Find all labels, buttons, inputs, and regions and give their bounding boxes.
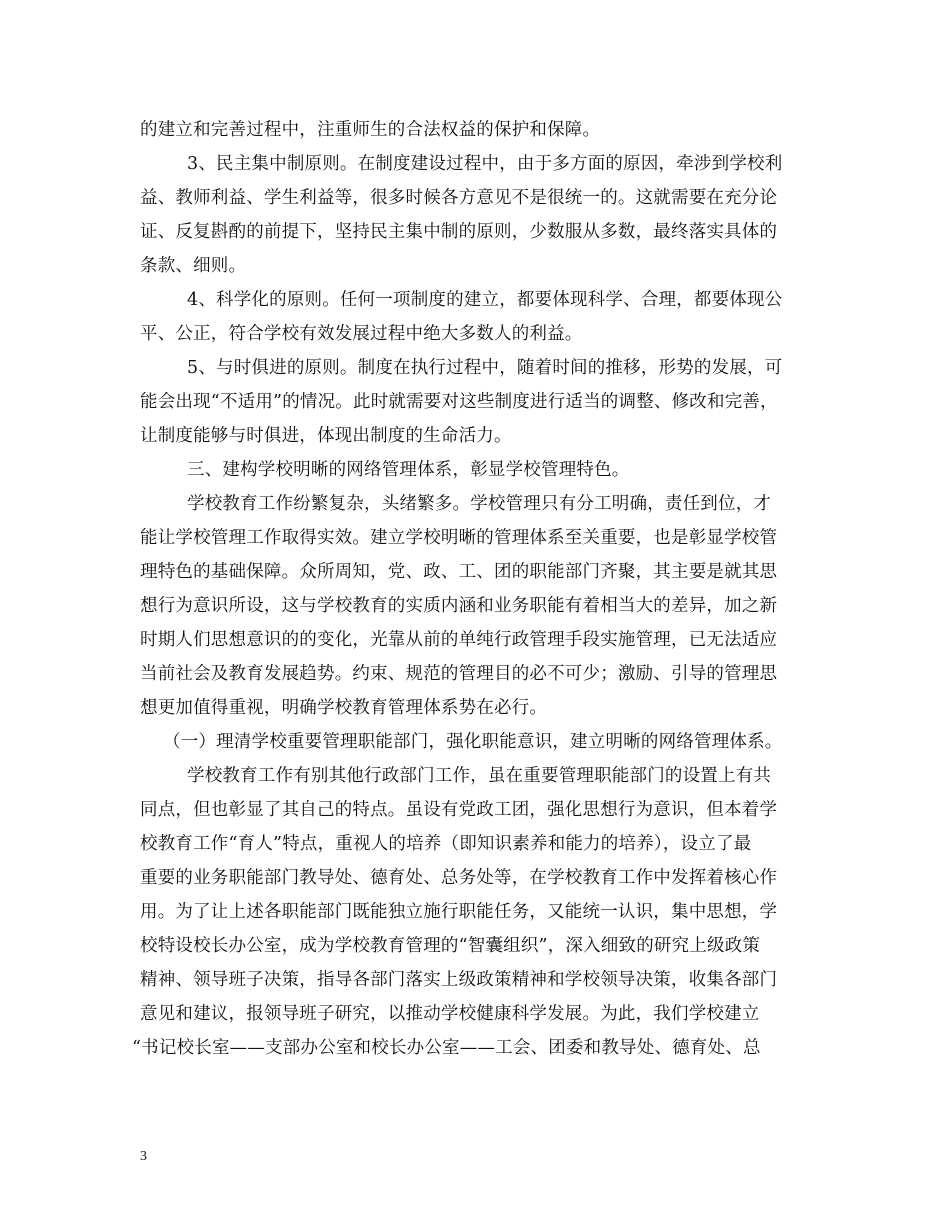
text-line: 校特设校长办公室，成为学校教育管理的“智囊组织”，深入细致的研究上级政策 [140,936,761,956]
text-line: 5、与时俱进的原则。制度在执行过程中，随着时间的推移，形势的发展，可 [187,358,783,378]
text-line: 学校教育工作纷繁复杂，头绪繁多。学校管理只有分工明确，责任到位，才 [187,494,772,514]
text-line: 学校教育工作有别其他行政部门工作，虽在重要管理职能部门的设置上有共 [187,766,772,786]
text-line: 校教育工作“育人”特点，重视人的培养（即知识素养和能力的培养），设立了最 [140,834,752,854]
text-line: 的建立和完善过程中，注重师生的合法权益的保护和保障。 [140,120,601,140]
text-line: 时期人们思想意识的的变化，光靠从前的单纯行政管理手段实施管理，已无法适应 [140,630,778,650]
text-line: 精神、领导班子决策，指导各部门落实上级政策精神和学校领导决策，收集各部门 [140,970,778,990]
page-number: 3 [140,1149,147,1164]
text-line: 重要的业务职能部门教导处、德育处、总务处等，在学校教育工作中发挥着核心作 [140,868,778,888]
text-line: 让制度能够与时俱进，体现出制度的生命活力。 [140,426,512,446]
text-line: 能会出现“不适用”的情况。此时就需要对这些制度进行适当的调整、修改和完善， [140,392,778,412]
text-line: 3、民主集中制原则。在制度建设过程中，由于多方面的原因，牵涉到学校利 [187,154,783,174]
text-line: “书记校长室——支部办公室和校长办公室——工会、团委和教导处、德育处、总 [132,1038,761,1058]
text-line: 证、反复斟酌的前提下，坚持民主集中制的原则，少数服从多数，最终落实具体的 [140,222,778,242]
text-line: 能让学校管理工作取得实效。建立学校明晰的管理体系至关重要，也是彰显学校管 [140,528,778,548]
section-heading: 三、建构学校明晰的网络管理体系，彰显学校管理特色。 [187,460,630,480]
text-line: 用。为了让上述各职能部门既能独立施行职能任务，又能统一认识，集中思想，学 [140,902,778,922]
text-line: 平、公正，符合学校有效发展过程中绝大多数人的利益。 [140,324,583,344]
text-line: 意见和建议，报领导班子研究，以推动学校健康科学发展。为此，我们学校建立 [140,1004,760,1024]
text-line: 想行为意识所设，这与学校教育的实质内涵和业务职能有着相当大的差异，加之新 [140,596,778,616]
subsection-heading: （一）理清学校重要管理职能部门，强化职能意识，建立明晰的网络管理体系。 [163,732,783,752]
text-line: 理特色的基础保障。众所周知，党、政、工、团的职能部门齐聚，其主要是就其思 [140,562,778,582]
text-line: 同点，但也彰显了其自己的特点。虽设有党政工团，强化思想行为意识，但本着学 [140,800,778,820]
text-line: 4、科学化的原则。任何一项制度的建立，都要体现科学、合理，都要体现公 [187,290,783,310]
text-line: 条款、细则。 [140,256,247,276]
text-line: 当前社会及教育发展趋势。约束、规范的管理目的必不可少；激励、引导的管理思 [140,664,778,684]
text-line: 想更加值得重视，明确学校教育管理体系势在必行。 [140,698,548,718]
text-line: 益、教师利益、学生利益等，很多时候各方意见不是很统一的。这就需要在充分论 [140,188,778,208]
